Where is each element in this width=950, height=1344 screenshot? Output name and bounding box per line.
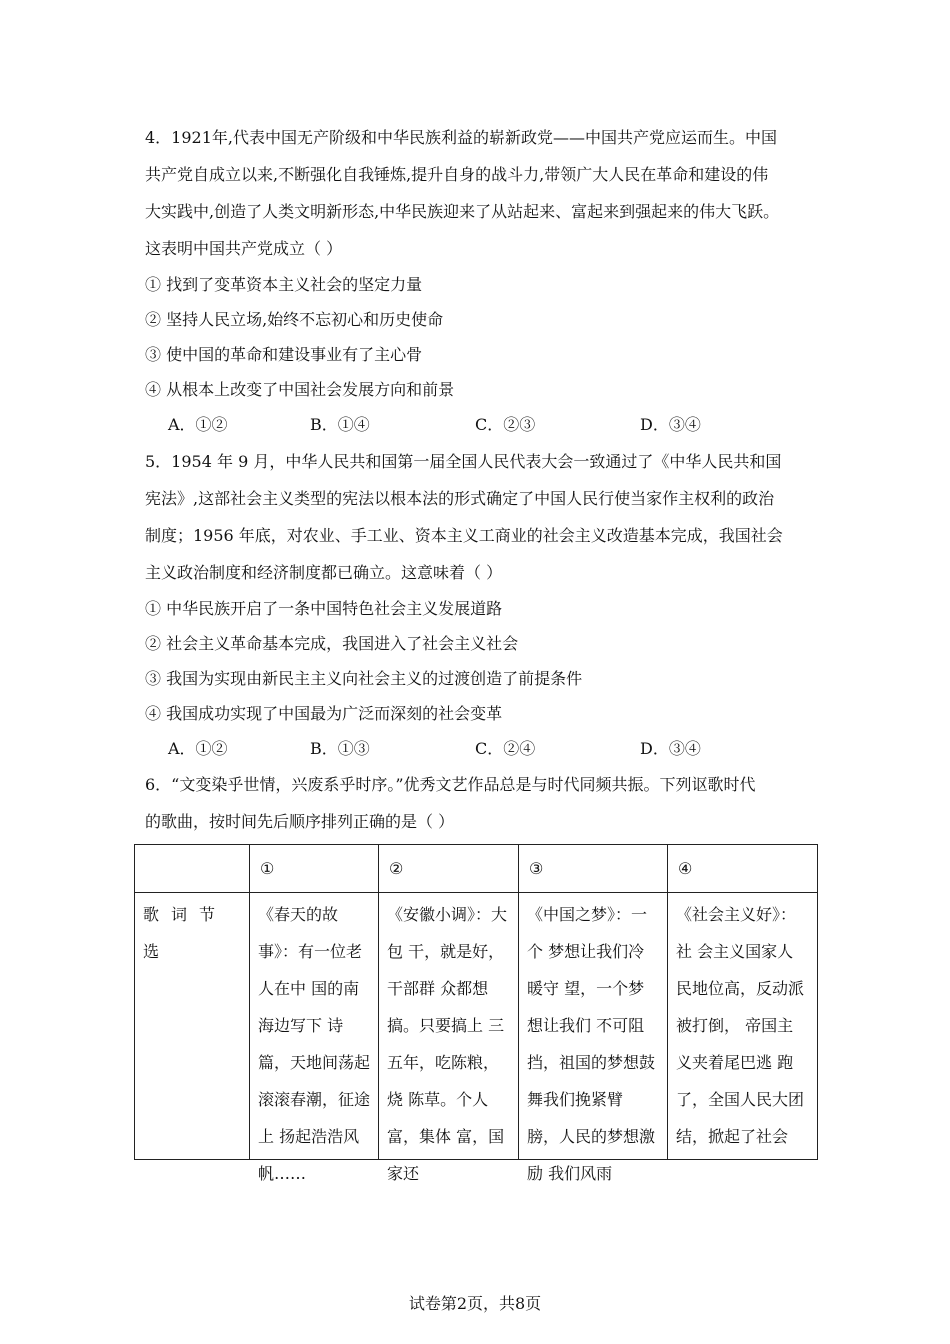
table-row (135, 893, 818, 1160)
q4-option-c[interactable]: C．②③ (475, 415, 536, 434)
table-header-row (135, 845, 818, 893)
lyrics-cell (250, 893, 379, 1183)
table-header-cell: ① (250, 845, 379, 893)
q5-options (145, 739, 825, 759)
q6-stem-line: 的歌曲，按时间先后顺序排列正确的是（ ） (145, 812, 455, 831)
q4-stem-line: 这表明中国共产党成立（ ） (145, 239, 343, 258)
q5-statement: ① 中华民族开启了一条中国特色社会主义发展道路 (145, 599, 503, 618)
q4-stem-line: 大实践中,创造了人类文明新形态,中华民族迎来了从站起来、富起来到强起来的伟大飞跃。 (145, 202, 780, 221)
lyrics-cell (668, 893, 818, 1160)
lyrics-text: 《春天的故事》：有一位老人在中 国的南海边写下 诗篇，天地间荡起 滚滚春潮，征途上 扬起浩浩风帆…… (258, 905, 371, 1183)
lyrics-text: 《中国之梦》：一个 梦想让我们冷暖守 望，一个梦想让我们 不可阻挡，祖国的梦想鼓舞我们挽紧臂 膀，人民的梦想激励 我们风雨 (527, 905, 656, 1183)
table-header-cell: ③ (519, 845, 668, 893)
q5-option-c[interactable]: C．②④ (475, 739, 536, 758)
q5-statement: ④ 我国成功实现了中国最为广泛而深刻的社会变革 (145, 704, 503, 723)
lyrics-cell (379, 893, 519, 1183)
q5-statement: ③ 我国为实现由新民主主义向社会主义的过渡创造了前提条件 (145, 669, 583, 688)
q4-options (145, 415, 825, 435)
page-footer: 试卷第2页，共8页 (408, 1294, 542, 1313)
lyrics-table (134, 844, 818, 1183)
q4-stem-line: 4．1921年,代表中国无产阶级和中华民族利益的崭新政党——中国共产党应运而生。中国 (145, 128, 777, 147)
q5-stem-line: 5．1954 年 9 月，中华人民共和国第一届全国人民代表大会一致通过了《中华人民共和国 (145, 452, 782, 471)
q4-statement: ③ 使中国的革命和建设事业有了主心骨 (145, 345, 423, 364)
row-label: 歌词节选 (143, 905, 228, 961)
q4-statement: ② 坚持人民立场,始终不忘初心和历史使命 (145, 310, 444, 329)
q5-option-b[interactable]: B．①③ (310, 739, 370, 758)
q4-option-d[interactable]: D．③④ (640, 415, 701, 434)
lyrics-text: 《安徽小调》：大包 干，就是好，干部群 众都想搞。只要搞上 三五年，吃陈粮，烧 陈草。个人富，集体 富，国家还 (387, 905, 508, 1183)
q6-stem-line: 6．“文变染乎世情，兴废系乎时序。”优秀文艺作品总是与时代同频共振。下列讴歌时代 (145, 775, 756, 794)
table-header-cell: ④ (668, 845, 818, 893)
q5-stem-line: 制度；1956 年底，对农业、手工业、资本主义工商业的社会主义改造基本完成，我国社会 (145, 526, 783, 545)
q5-stem-line: 主义政治制度和经济制度都已确立。这意味着（ ） (145, 563, 503, 582)
q5-statement: ② 社会主义革命基本完成，我国进入了社会主义社会 (145, 634, 519, 653)
lyrics-text: 《社会主义好》：社 会主义国家人民地位高，反动派被打倒， 帝国主义夹着尾巴逃 跑了，全国人民大团结，掀起了社会 (676, 905, 805, 1146)
table-header-cell (135, 845, 250, 893)
row-label-cell (135, 893, 250, 1160)
lyrics-cell (519, 893, 668, 1183)
q4-statement: ④ 从根本上改变了中国社会发展方向和前景 (145, 380, 455, 399)
q5-option-d[interactable]: D．③④ (640, 739, 701, 758)
q4-stem-line: 共产党自成立以来,不断强化自我锤炼,提升自身的战斗力,带领广大人民在革命和建设的伟 (145, 165, 769, 184)
table-header-cell: ② (379, 845, 519, 893)
q4-statement: ① 找到了变革资本主义社会的坚定力量 (145, 275, 423, 294)
q5-option-a[interactable]: A．①② (168, 739, 228, 758)
q5-stem-line: 宪法》,这部社会主义类型的宪法以根本法的形式确定了中国人民行使当家作主权利的政治 (145, 489, 775, 508)
q4-option-b[interactable]: B．①④ (310, 415, 370, 434)
q4-option-a[interactable]: A．①② (168, 415, 228, 434)
